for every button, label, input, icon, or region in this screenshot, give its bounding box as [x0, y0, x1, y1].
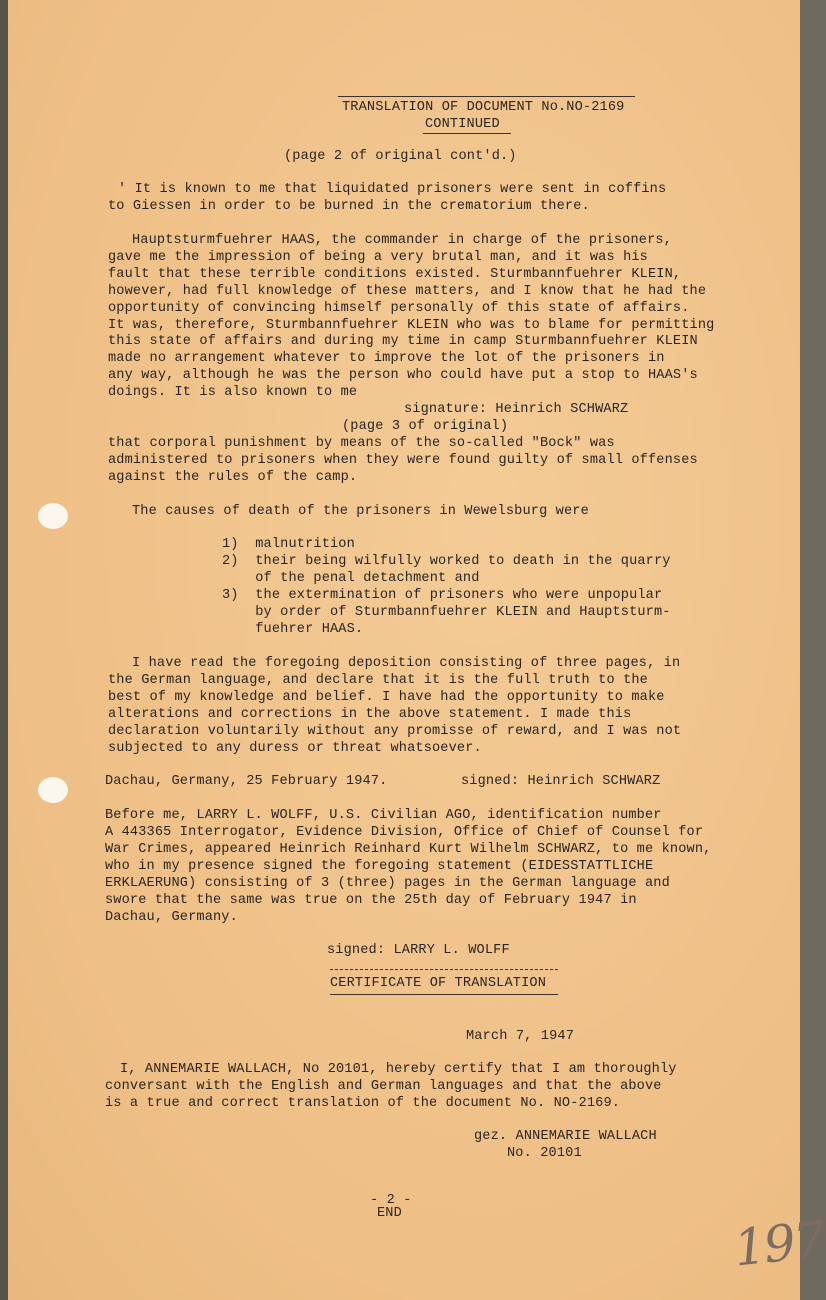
document-page: [8, 0, 826, 1300]
list-item: 1) malnutrition: [222, 537, 355, 552]
gez-number: No. 20101: [507, 1146, 582, 1161]
scan-edge-shadow: [0, 0, 8, 1300]
page3-note: (page 3 of original): [342, 419, 509, 434]
text-line: I, ANNEMARIE WALLACH, No 20101, hereby certify that I am thoroughly: [120, 1062, 677, 1077]
end-mark: END: [377, 1206, 402, 1221]
list-item: fuehrer HAAS.: [222, 622, 364, 637]
text-line: administered to prisoners when they were found guilty of small offenses: [108, 453, 698, 468]
certificate-title: CERTIFICATE OF TRANSLATION: [330, 976, 546, 991]
text-line: doings. It is also known to me: [108, 385, 358, 400]
list-item: 3) the extermination of prisoners who were unpopular: [222, 588, 663, 603]
text-line: however, had full knowledge of these matters, and I know that he had the: [108, 284, 707, 299]
title-top-rule: [338, 96, 635, 97]
text-line: A 443365 Interrogator, Evidence Division, Office of Chief of Counsel for: [105, 825, 704, 840]
text-line: the German language, and declare that it is the full truth to the: [108, 673, 648, 688]
text-line: Before me, LARRY L. WOLFF, U.S. Civilian AGO, identification number: [105, 808, 662, 823]
text-line: gave me the impression of being a very brutal man, and it was his: [108, 250, 648, 265]
list-item: of the penal detachment and: [222, 571, 480, 586]
text-line: I have read the foregoing deposition consisting of three pages, in: [132, 656, 681, 671]
text-line: It was, therefore, Sturmbannfuehrer KLEIN who was to blame for permitting: [108, 318, 715, 333]
certificate-underline: [330, 994, 558, 995]
certificate-top-rule: [330, 969, 558, 970]
text-line: opportunity of convincing himself personally of this state of affairs.: [108, 301, 690, 316]
text-line: War Crimes, appeared Heinrich Reinhard Kurt Wilhelm SCHWARZ, to me known,: [105, 842, 712, 857]
text-line: conversant with the English and German languages and that the above: [105, 1079, 662, 1094]
text-line: this state of affairs and during my time in camp Sturmbannfuehrer KLEIN: [108, 334, 698, 349]
text-line: Hauptsturmfuehrer HAAS, the commander in charge of the prisoners,: [132, 233, 672, 248]
text-line: is a true and correct translation of the document No. NO-2169.: [105, 1096, 621, 1111]
text-line: swore that the same was true on the 25th day of February 1947 in: [105, 893, 637, 908]
text-line: to Giessen in order to be burned in the crematorium there.: [108, 199, 590, 214]
gez-signature: gez. ANNEMARIE WALLACH: [474, 1129, 657, 1144]
text-line: Dachau, Germany.: [105, 910, 238, 925]
document-subtitle: CONTINUED: [425, 117, 500, 132]
text-line: that corporal punishment by means of the so-called "Bock" was: [108, 436, 615, 451]
signed-wolff: signed: LARRY L. WOLFF: [327, 943, 510, 958]
causes-intro: The causes of death of the prisoners in Wewelsburg were: [132, 504, 589, 519]
text-line: best of my knowledge and belief. I have had the opportunity to make: [108, 690, 665, 705]
text-line: who in my presence signed the foregoing statement (EIDESSTATTLICHE: [105, 859, 654, 874]
dachau-date-line: Dachau, Germany, 25 February 1947.: [105, 774, 388, 789]
text-line: made no arrangement whatever to improve the lot of the prisoners in: [108, 351, 665, 366]
text-line: ERKLAERUNG) consisting of 3 (three) pages in the German language and: [105, 876, 670, 891]
certificate-date: March 7, 1947: [466, 1029, 574, 1044]
text-line: fault that these terrible conditions existed. Sturmbannfuehrer KLEIN,: [108, 267, 682, 282]
subtitle-underline: [423, 133, 511, 134]
document-title: TRANSLATION OF DOCUMENT No.NO-2169: [342, 100, 625, 115]
signed-schwarz: signed: Heinrich SCHWARZ: [461, 774, 661, 789]
text-line: subjected to any duress or threat whatsoever.: [108, 741, 482, 756]
punch-hole-upper: [38, 503, 68, 529]
punch-hole-lower: [38, 777, 68, 803]
text-line: against the rules of the camp.: [108, 470, 358, 485]
text-line: any way, although he was the person who could have put a stop to HAAS's: [108, 368, 698, 383]
signature-mid: signature: Heinrich SCHWARZ: [404, 402, 629, 417]
text-line: alterations and corrections in the above statement. I made this: [108, 707, 632, 722]
text-line: ' It is known to me that liquidated prisoners were sent in coffins: [118, 182, 667, 197]
handwritten-page-number: 197: [731, 1210, 826, 1278]
list-item: by order of Sturmbannfuehrer KLEIN and Hauptsturm-: [222, 605, 671, 620]
page-number: - 2 -: [370, 1193, 412, 1208]
page-note: (page 2 of original cont'd.): [284, 149, 517, 164]
text-line: declaration voluntarily without any promisse of reward, and I was not: [108, 724, 682, 739]
list-item: 2) their being wilfully worked to death in the quarry: [222, 554, 671, 569]
